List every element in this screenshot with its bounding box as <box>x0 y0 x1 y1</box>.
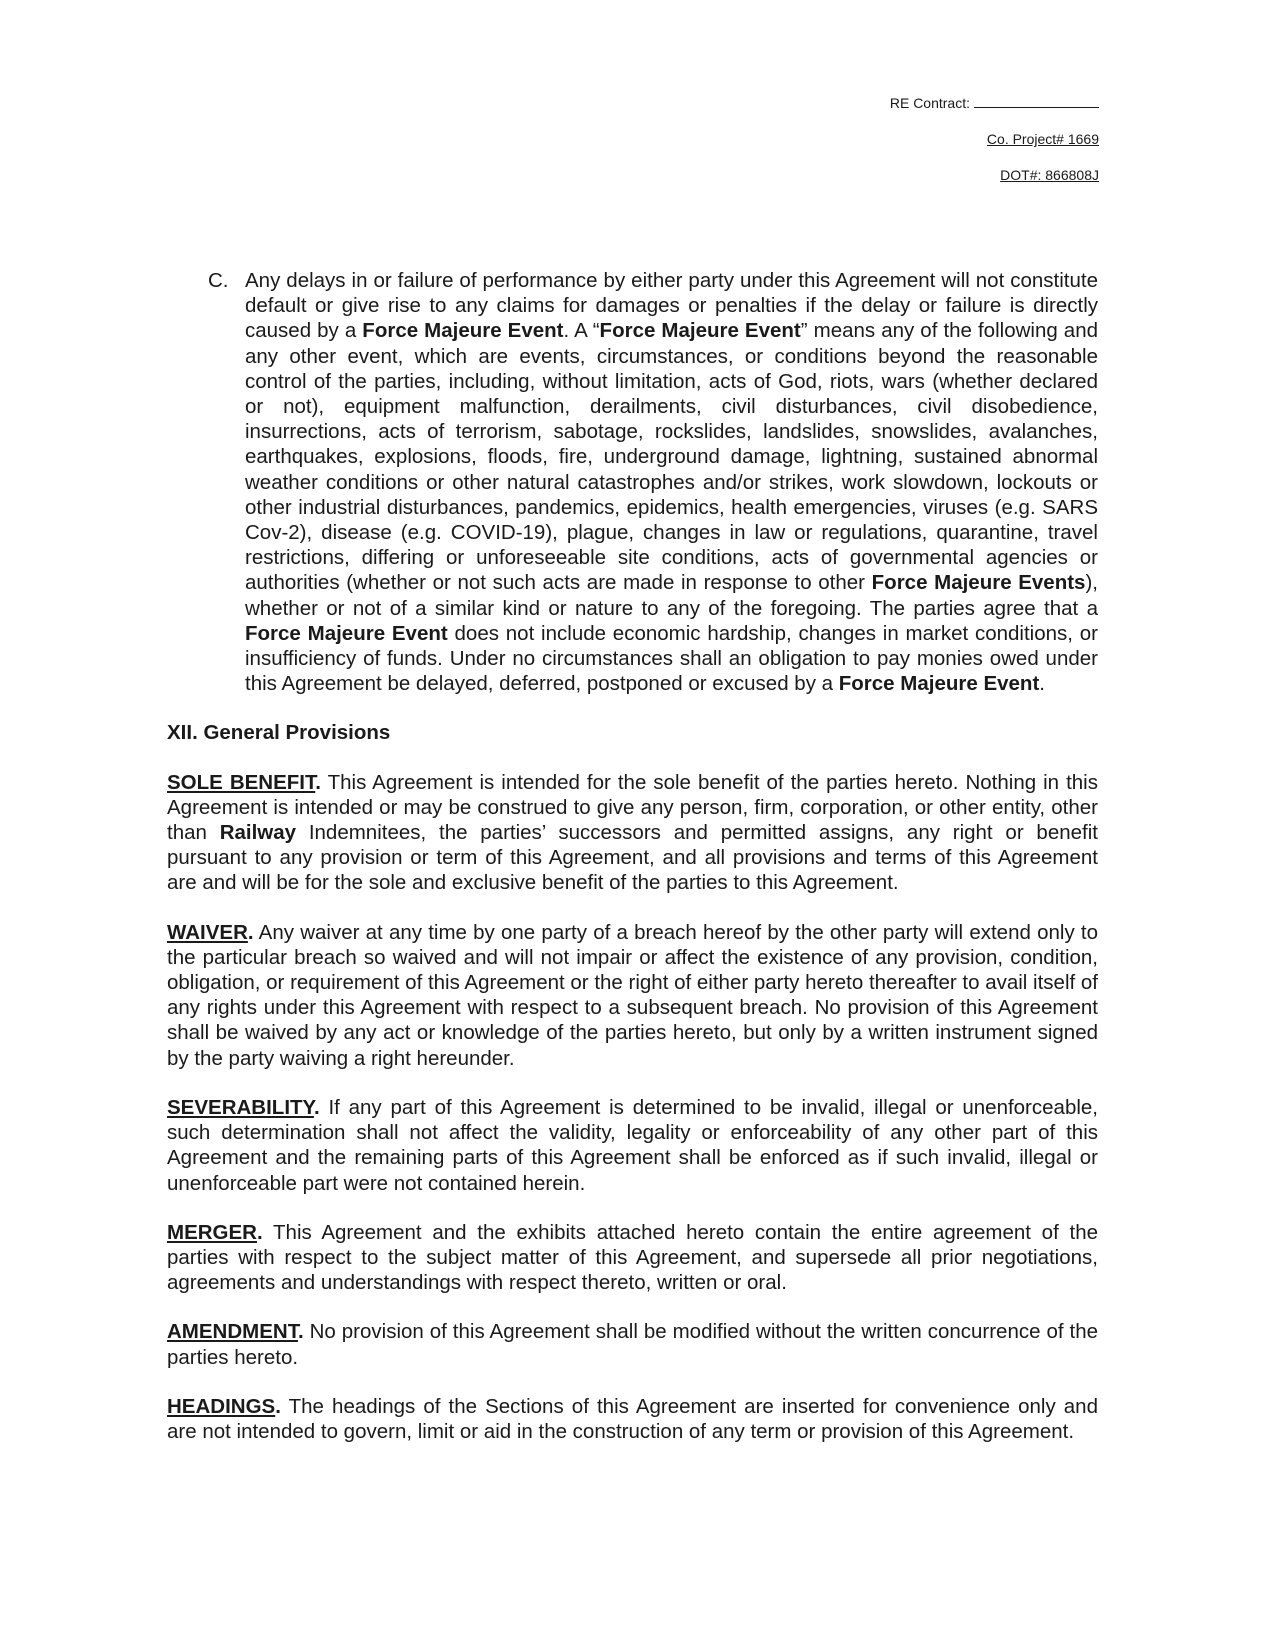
defined-term: Force Majeure Events <box>871 571 1086 595</box>
re-contract-label: RE Contract: <box>889 95 970 111</box>
severability-heading: SEVERABILITY <box>167 1095 314 1119</box>
waiver-paragraph: WAIVER. Any waiver at any time by one party of a breach hereof by the other party will extend only to the particular breach so waived and will not impair or affect the existence of any provision, condition, obligation, or requirement of this Agreement or the right of either party hereto thereafter to avail itself of any rights under this Agreement with respect to a subsequent breach. No provision of this Agreement shall be waived by any act or knowledge of the parties hereto, but only by a written instrument signed by the party waiving a right hereunder. <box>167 920 1098 1070</box>
merger-paragraph: MERGER. This Agreement and the exhibits attached hereto contain the entire agreement of the parties with respect to the subject matter of this Agreement, and supersede all prior negotiations, agreements and understandings with respect thereto, written or oral. <box>167 1220 1098 1295</box>
dot-number: DOT#: 866808J <box>1000 167 1099 183</box>
section-title: XII. General Provisions <box>167 721 391 745</box>
waiver-heading: WAIVER <box>167 920 248 944</box>
defined-term: Force Majeure Event <box>838 672 1040 696</box>
amendment-heading: AMENDMENT <box>167 1320 298 1344</box>
sole-benefit-heading: SOLE BENEFIT <box>167 770 316 794</box>
headings-paragraph: HEADINGS. The headings of the Sections of this Agreement are inserted for convenience only and are not intended to govern, limit or aid in the construction of any term or provision of this Agreement. <box>167 1394 1098 1443</box>
document-body <box>167 268 1098 1468</box>
severability-paragraph: SEVERABILITY. If any part of this Agreement is determined to be invalid, illegal or unenforceable, such determination shall not affect the validity, legality or enforceability of any other part of this Agreement and the remaining parts of this Agreement shall be enforced as if such invalid, illegal or unenforceable part were not contained herein. <box>167 1095 1098 1195</box>
headings-heading: HEADINGS <box>167 1394 276 1418</box>
defined-term: Force Majeure Event <box>599 319 801 343</box>
defined-term: Force Majeure Event <box>362 319 564 343</box>
clause-c <box>167 268 1098 696</box>
defined-term: Force Majeure Event <box>245 621 448 645</box>
clause-c-label: C. <box>208 269 229 292</box>
project-number: Co. Project# 1669 <box>986 131 1099 147</box>
amendment-paragraph: AMENDMENT. No provision of this Agreement shall be modified without the written concurrence of the parties hereto. <box>167 1320 1098 1369</box>
re-contract-line <box>890 94 1099 112</box>
merger-heading: MERGER <box>167 1220 257 1244</box>
document-header <box>890 94 1099 203</box>
sole-benefit-paragraph: SOLE BENEFIT. This Agreement is intended for the sole benefit of the parties hereto. Nothing in this Agreement is intended or may be construed to give any person, firm, corporation, or other entity, other than Railway Indemnitees, the parties’ successors and permitted assigns, any right or benefit pursuant to any provision or term of this Agreement, and all provisions and terms of this Agreement are and will be for the sole and exclusive benefit of the parties to this Agreement. <box>167 770 1098 895</box>
re-contract-blank <box>974 94 1099 108</box>
railway-term: Railway <box>219 821 297 845</box>
clause-c-text: Any delays in or failure of performance by either party under this Agreement will not constitute default or give rise to any claims for damages or penalties if the delay or failure is directly caused by a Force Majeure Event. A “Force Majeure Event” means any of the following and any other event, which are events, circumstances, or conditions beyond the reasonable control of the parties, including, without limitation, acts of God, riots, wars (whether declared or not), equipment malfunction, derailments, civil disturbances, civil disobedience, insurrections, acts of terrorism, sabotage, rockslides, landslides, snowslides, avalanches, earthquakes, explosions, floods, fire, underground damage, lightning, sustained abnormal weather conditions or other natural catastrophes and/or strikes, work slowdown, lockouts or other industrial disturbances, pandemics, epidemics, health emergencies, viruses (e.g. SARS Cov-2), disease (e.g. COVID-19), plague, changes in law or regulations, quarantine, travel restrictions, differing or unforeseeable site conditions, acts of governmental agencies or authorities (whether or not such acts are made in response to other Force Majeure Events), whether or not of a similar kind or nature to any of the foregoing. The parties agree that a Force Majeure Event does not include economic hardship, changes in market conditions, or insufficiency of funds. Under no circumstances shall an obligation to pay monies owed under this Agreement be delayed, deferred, postponed or excused by a Force Majeure Event. <box>245 269 1099 696</box>
